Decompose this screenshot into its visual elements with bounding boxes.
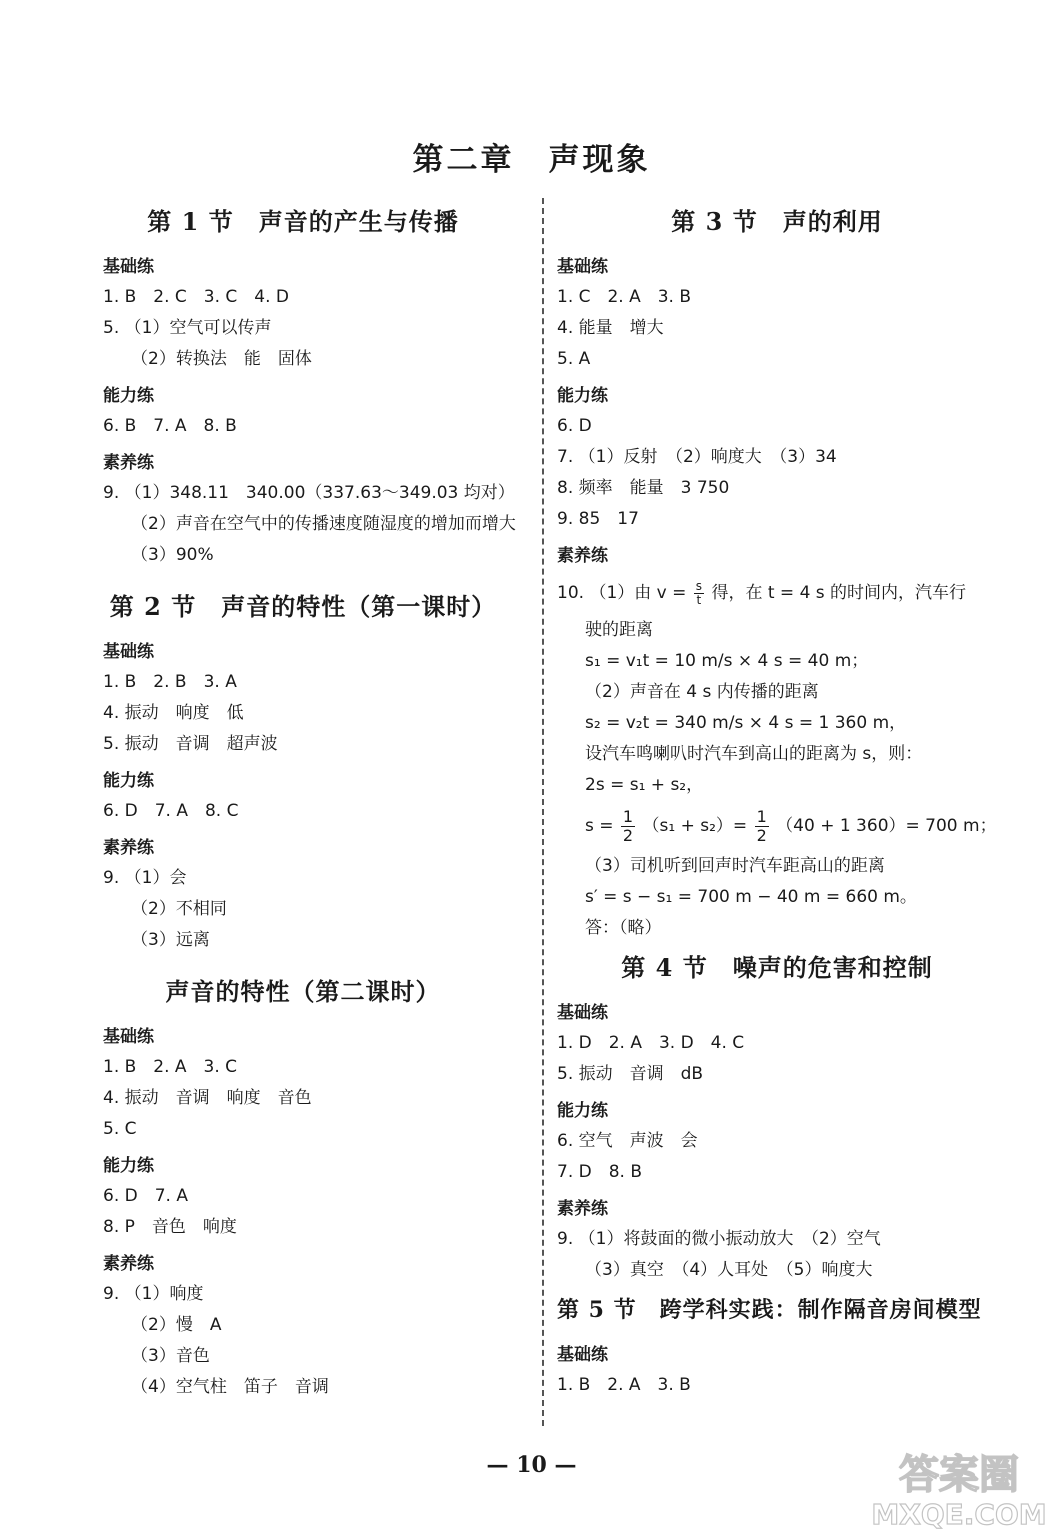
section-2-title: 第 2 节 声音的特性（第一课时）: [109, 592, 497, 621]
section-2-literacy-line: （3）远离: [131, 930, 210, 950]
left-column: [103, 198, 523, 1403]
section-3-equation-line: [557, 801, 997, 851]
section-3-ability-line: 8. 频率 能量 3 750: [557, 478, 730, 498]
section-1-literacy-line: 9. （1）348.11 340.00（337.63～349.03 均对）: [103, 483, 515, 503]
equation-middle: （s₁ + s₂）=: [642, 816, 748, 836]
section-4-literacy-line: 9. （1）将鼓面的微小振动放大 （2）空气: [557, 1229, 881, 1249]
half-fraction: [621, 808, 635, 845]
section-1-literacy-label: 素养练: [103, 453, 154, 473]
section-2b-ability-label: 能力练: [103, 1156, 154, 1176]
section-3-ability-line: 7. （1）反射 （2）响度大 （3）34: [557, 447, 837, 467]
section-2b-literacy-label: 素养练: [103, 1254, 154, 1274]
fraction-denominator: 2: [622, 825, 634, 845]
section-1-literacy-line: （3）90%: [131, 545, 214, 565]
section-5-basic-line: 1. B 2. A 3. B: [557, 1375, 691, 1395]
section-3-q10-line: 设汽车鸣喇叭时汽车到高山的距离为 s，则：: [585, 744, 923, 764]
section-3-basic-line: 5. A: [557, 349, 591, 369]
section-2b-basic-label: 基础练: [103, 1027, 154, 1047]
section-3-basic-line: 4. 能量 增大: [557, 318, 664, 338]
section-2b-literacy-line: （2）慢 A: [131, 1315, 222, 1335]
section-3-q10-line: s₁ = v₁t = 10 m/s × 4 s = 40 m；: [585, 651, 869, 671]
section-3-q10-line: 答：（略）: [585, 918, 662, 938]
section-4-title: 第 4 节 噪声的危害和控制: [621, 953, 933, 982]
column-divider: [542, 198, 544, 1426]
section-2-basic-line: 1. B 2. B 3. A: [103, 672, 237, 692]
equation-lhs: s =: [585, 816, 614, 836]
q10-prefix: 10. （1）由 v =: [557, 583, 687, 603]
section-4-basic-label: 基础练: [557, 1003, 608, 1023]
section-2b-basic-line: 4. 振动 音调 响度 音色: [103, 1088, 312, 1108]
section-4-literacy-label: 素养练: [557, 1199, 608, 1219]
watermark-text-top: 答案圈: [899, 1452, 1019, 1498]
section-2b-literacy-line: （4）空气柱 笛子 音调: [131, 1377, 329, 1397]
velocity-fraction: [694, 580, 704, 607]
section-3-ability-label: 能力练: [557, 386, 608, 406]
watermark-text-bottom: MXQE.COM: [871, 1498, 1047, 1530]
section-2-literacy-line: （2）不相同: [131, 899, 227, 919]
section-2b-literacy-line: （3）音色: [131, 1346, 210, 1366]
page-number: — 10 —: [486, 1452, 577, 1478]
section-2-basic-line: 4. 振动 响度 低: [103, 703, 244, 723]
section-4-basic-line: 5. 振动 音调 dB: [557, 1064, 704, 1084]
section-4-ability-line: 6. 空气 声波 会: [557, 1131, 698, 1151]
section-1-literacy-line: （2）声音在空气中的传播速度随湿度的增加而增大: [131, 514, 516, 534]
chapter-title: 第二章 声现象: [412, 142, 651, 178]
section-2-literacy-line: 9. （1）会: [103, 868, 187, 888]
section-2b-title: 声音的特性（第二课时）: [165, 977, 441, 1006]
section-3-q10-line: [557, 571, 997, 615]
section-2-basic-label: 基础练: [103, 642, 154, 662]
section-1-title: 第 1 节 声音的产生与传播: [147, 207, 459, 236]
section-3-q10-line: （3）司机听到回声时汽车距高山的距离: [585, 856, 885, 876]
section-1-ability-line: 6. B 7. A 8. B: [103, 416, 237, 436]
right-column: [557, 198, 997, 1401]
section-4-basic-line: 1. D 2. A 3. D 4. C: [557, 1033, 745, 1053]
fraction-denominator: 2: [756, 825, 767, 845]
fraction-numerator: s: [695, 578, 703, 593]
section-3-basic-label: 基础练: [557, 257, 608, 277]
fraction-numerator: 1: [622, 806, 634, 826]
fraction-denominator: t: [696, 592, 702, 607]
section-5-basic-label: 基础练: [557, 1345, 608, 1365]
section-2b-basic-line: 5. C: [103, 1119, 137, 1139]
section-3-ability-line: 6. D: [557, 416, 592, 436]
section-2-literacy-label: 素养练: [103, 838, 154, 858]
equation-result: （40 + 1 360）= 700 m；: [776, 816, 997, 836]
section-3-q10-line: 2s = s₁ + s₂，: [585, 775, 704, 795]
section-1-basic-label: 基础练: [103, 257, 154, 277]
section-2b-ability-line: 6. D 7. A: [103, 1186, 188, 1206]
section-3-q10-line: （2）声音在 4 s 内传播的距离: [585, 682, 819, 702]
section-3-q10-line: s₂ = v₂t = 340 m/s × 4 s = 1 360 m，: [585, 713, 907, 733]
section-4-literacy-line: （3）真空 （4）人耳处 （5）响度大: [585, 1260, 873, 1280]
section-1-basic-line: 5. （1）空气可以传声: [103, 318, 272, 338]
section-2b-literacy-line: 9. （1）响度: [103, 1284, 204, 1304]
section-2-ability-label: 能力练: [103, 771, 154, 791]
section-5-title: 第 5 节 跨学科实践：制作隔音房间模型: [557, 1297, 982, 1323]
section-2b-basic-line: 1. B 2. A 3. C: [103, 1057, 238, 1077]
section-3-q10-line: 驶的距离: [585, 620, 653, 640]
section-2b-ability-line: 8. P 音色 响度: [103, 1217, 237, 1237]
section-3-literacy-label: 素养练: [557, 546, 608, 566]
section-2-ability-line: 6. D 7. A 8. C: [103, 801, 239, 821]
section-1-ability-label: 能力练: [103, 386, 154, 406]
section-4-ability-label: 能力练: [557, 1101, 608, 1121]
q10-suffix: 得，在 t = 4 s 的时间内，汽车行: [711, 583, 967, 603]
section-1-basic-line: 1. B 2. C 3. C 4. D: [103, 287, 289, 307]
watermark-logo: [869, 1444, 1049, 1530]
half-fraction: [755, 808, 769, 845]
section-4-ability-line: 7. D 8. B: [557, 1162, 642, 1182]
section-3-title: 第 3 节 声的利用: [671, 207, 883, 236]
section-1-basic-line: （2）转换法 能 固体: [131, 349, 312, 369]
section-3-ability-line: 9. 85 17: [557, 509, 639, 529]
fraction-numerator: 1: [756, 806, 767, 826]
section-2-basic-line: 5. 振动 音调 超声波: [103, 734, 278, 754]
section-3-q10-line: s′ = s − s₁ = 700 m − 40 m = 660 m。: [585, 887, 917, 907]
section-3-basic-line: 1. C 2. A 3. B: [557, 287, 692, 307]
